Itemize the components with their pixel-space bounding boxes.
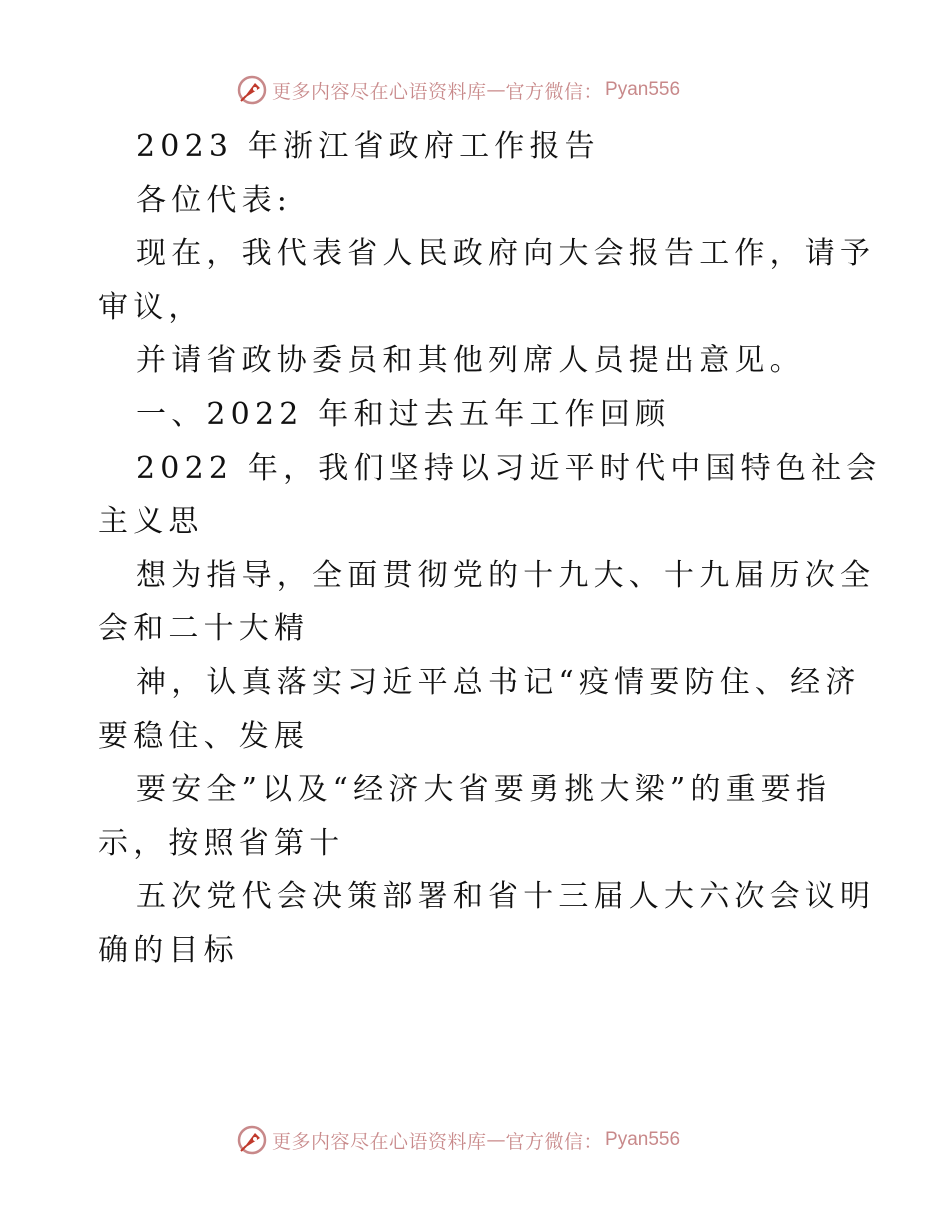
section-heading: 一、2022 年和过去五年工作回顾: [136, 396, 671, 432]
paragraph-line: 主义思: [98, 504, 204, 540]
watermark-wechat-id: Pyan556: [605, 79, 681, 100]
watermark-text: 更多内容尽在心语资料库: [272, 1130, 487, 1153]
salutation: 各位代表:: [136, 182, 293, 218]
paragraph-line: 审议，: [98, 289, 204, 325]
paragraph-line: 确的目标: [98, 932, 239, 968]
paragraph-line: 神，认真落实习近平总书记“疫情要防住、经济: [136, 664, 861, 700]
paragraph-line: 要稳住、发展: [98, 718, 310, 754]
footer-watermark: [236, 1123, 680, 1157]
watermark-text: 更多内容尽在心语资料库: [272, 80, 487, 103]
paragraph-line: 并请省政协委员和其他列席人员提出意见。: [136, 343, 805, 379]
document-body: [98, 120, 882, 978]
paragraph-line: 想为指导，全面贯彻党的十九大、十九届历次全: [136, 557, 876, 593]
watermark-separator: —: [486, 1129, 506, 1151]
paragraph-line: 2022 年，我们坚持以习近平时代中国特色社会: [136, 450, 882, 486]
paragraph-line: 现在，我代表省人民政府向大会报告工作，请予: [136, 236, 876, 272]
paragraph-line: 示，按照省第十: [98, 825, 345, 861]
header-watermark: [236, 73, 680, 107]
watermark-separator: —: [486, 79, 506, 101]
pen-nib-circle-icon: [236, 74, 268, 106]
paragraph-line: 会和二十大精: [98, 611, 310, 647]
document-title: 2023 年浙江省政府工作报告: [136, 129, 600, 164]
paragraph-line: 五次党代会决策部署和省十三届人大六次会议明: [136, 879, 876, 915]
paragraph-line: 要安全”以及“经济大省要勇挑大梁”的重要指: [136, 772, 832, 808]
watermark-contact: 官方微信：: [505, 80, 604, 103]
watermark-contact: 官方微信：: [505, 1130, 604, 1153]
watermark-wechat-id: Pyan556: [605, 1129, 681, 1150]
pen-nib-circle-icon: [236, 1124, 268, 1156]
